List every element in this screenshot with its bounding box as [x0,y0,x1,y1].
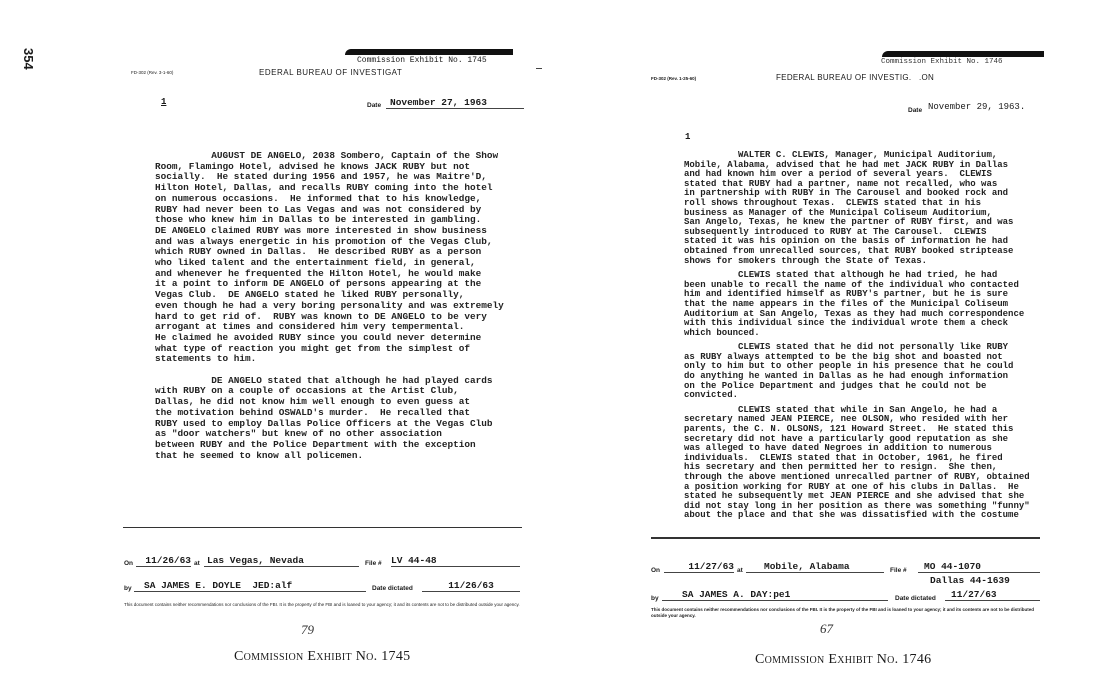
agent-name: SA JAMES A. DAY:pe1 [662,589,888,601]
dictated-label: Date dictated [372,585,413,592]
paragraph [684,343,1030,401]
page-marker: 1 [161,97,167,107]
on-date: 11/27/63 [664,561,734,573]
text-line: and whenever he frequented the Hilton Hotel, he would make [155,267,482,279]
agency-header: FEDERAL BUREAU OF INVESTIG. .ON [776,73,935,82]
on-label: On [124,560,134,567]
exhibit-caption: Commission Exhibit No. 1746 [755,652,932,667]
location: Mobile, Alabama [746,561,884,573]
text-line: the motivation behind OSWALD's murder. He recalled that [155,406,471,418]
text-line: AUGUST DE ANGELO, 2038 Sombero, Captain of the Show [155,150,499,161]
text-line: stated it was his opinion on the basis of information he had [684,236,1009,247]
text-line: him and identified himself as RUBY's partner, but he is sure [684,289,1009,300]
text-line: and was always energetic in his promotion of the Vegas Club, [155,235,493,247]
text-line: was alleged to have dated Negroes in addition to numerous [684,443,992,454]
exhibit-stamp: Commission Exhibit No. 1745 [357,56,487,65]
file-number: MO 44-1070 [918,561,1040,573]
by-label: by [124,585,132,592]
date-label: Date [367,102,382,109]
text-line: He claimed he avoided RUBY since you could never determine [155,331,482,343]
by-label: by [651,595,659,602]
text-line: between RUBY and the Police Department with the exception [155,438,476,450]
report-date: November 29, 1963. [928,102,1026,112]
text-line: it a point to inform DE ANGELO of persons appearing at the [155,278,482,290]
text-line: statements to him. [155,353,257,365]
text-line: on numerous occasions. He informed that to his knowledge, [155,192,482,204]
agency-header: EDERAL BUREAU OF INVESTIGAT [259,68,403,77]
text-line: WALTER C. CLEWIS, Manager, Municipal Auditorium, [684,150,998,160]
on-date: 11/26/63 [136,555,191,567]
page-marker: 1 [685,132,691,142]
text-line: secretary named JEAN PIERCE, nee OLSON, who resided with her [684,414,1009,425]
handwritten-number: 79 [301,622,314,637]
handwritten-number: 67 [820,621,833,636]
text-line: DE ANGELO claimed RUBY was more interested in show business [155,224,487,236]
text-line: a position working for RUBY at one of his clubs in Dallas. He [684,481,1019,492]
form-number: FD-302 (Rev. 3-1-60) [131,70,174,75]
text-line: through the above mentioned unrecalled partner of RUBY, obtained [684,472,1030,482]
text-line: hard to get rid of. RUBY was known to DE ANGELO to be very [155,310,487,322]
file-label: File # [365,560,382,567]
date-dictated: 11/27/63 [945,589,1040,601]
text-line: RUBY had never been to Las Vegas and was not considered by [155,203,482,215]
text-line: about the place and that she was dissatisfied with the costume [684,510,1019,521]
text-line: business as Manager of the Municipal Coliseum Auditorium, [684,207,992,218]
text-line: individuals. CLEWIS stated that in October, 1961, he fired [684,452,1003,463]
text-line: DE ANGELO stated that although he had played cards [155,374,493,386]
text-line: with RUBY on a couple of occasions at the Artist Club, [155,385,459,397]
text-line: CLEWIS stated that although he had tried, he had [684,270,998,281]
exhibit-stamp: Commission Exhibit No. 1746 [881,58,1003,66]
paragraph [684,151,1030,266]
text-line: which bounced. [684,327,760,338]
paragraph [155,376,504,462]
text-line: San Angelo, Texas, he knew the partner of RUBY first, and was [684,217,1014,228]
disclaimer: This document contains neither recommendations nor conclusions of the FBI. It is the property of the FBI and is loaned to your agency; it and its contents are not to be distributed outside your agency. [124,602,520,607]
text-line: stated he subsequently met JEAN PIERCE and she advised that she [684,491,1025,502]
text-line: in partnership with RUBY in The Carousel and booked rock and [684,188,1009,199]
paragraph [684,271,1030,338]
page-number: 354 [21,48,36,70]
text-line: on the Police Department and judges that he could not be [684,380,987,391]
paragraph [155,151,504,365]
form-number: FD-302 (Rev. 1-25-60) [651,76,697,81]
exhibit-caption: Commission Exhibit No. 1745 [234,649,411,664]
text-line: did not stay long in her position as there was something "funny" [684,500,1030,511]
text-line: Auditorium at San Angelo, Texas as they had much correspondence [684,308,1025,319]
text-line: that he seemed to know all policemen. [155,449,364,461]
text-line: CLEWIS stated that while in San Angelo, he had a [684,404,998,415]
file-number: LV 44-48 [391,555,520,567]
text-line: even though he had a very boring personality and was extremely [155,299,504,311]
text-line: stated that RUBY had a partner, name not recalled, who was [684,178,998,189]
dictated-label: Date dictated [895,595,936,602]
text-line: roll shows throughout Texas. CLEWIS stated that in his [684,197,982,208]
text-line: socially. He stated during 1956 and 1957, he was Maitre'D, [155,171,487,183]
date-dictated: 11/26/63 [422,580,520,592]
text-line: secretary did not have a particularly good reputation as she [684,433,1009,444]
at-label: at [737,567,743,574]
text-line: who liked talent and the entertainment field, in general, [155,257,476,269]
text-line: parents, the C. N. OLSONS, 121 Howard Street. He stated this [684,424,1014,435]
text-line: subsequently introduced to RUBY at The Carousel. CLEWIS [684,226,987,237]
text-line: Room, Flamingo Hotel, advised he knows JACK RUBY but not [155,160,471,172]
report-body [155,151,504,472]
text-line: those who knew him in Dallas to be interested in gambling. [155,214,482,226]
text-line: which RUBY owned in Dallas. He described RUBY as a person [155,246,482,258]
paragraph [684,406,1030,521]
date-label: Date [908,107,923,114]
text-line: only to him but to other people in his presence that he could [684,361,1014,372]
text-line: Vegas Club. DE ANGELO stated he liked RUBY personally, [155,289,465,301]
report-date: November 27, 1963 [386,97,524,109]
text-line: as RUBY always attempted to be the big shot and boasted not [684,351,1003,362]
text-line: with this individual since the individual wrote them a check [684,318,1009,329]
text-line: that the name appears in the files of the Municipal Coliseum [684,298,1009,309]
file-label: File # [890,567,907,574]
on-label: On [651,567,661,574]
location: Las Vegas, Nevada [204,555,359,567]
text-line: what type of reaction you might get from the simplest of [155,342,471,354]
text-line: been unable to recall the name of the individual who contacted [684,279,1019,290]
text-line: Mobile, Alabama, advised that he had met JACK RUBY in Dallas [684,159,1009,170]
text-line: obtained from unrecalled sources, that RUBY booked striptease [684,245,1014,256]
text-line: Dallas, he did not know him well enough to even guess at [155,396,471,408]
text-line: convicted. [684,390,739,401]
text-line: and had known him over a period of several years. CLEWIS [684,169,992,180]
text-line: shows for smokers through the State of Texas. [684,255,928,266]
text-line: arrogant at times and considered him very tempermental. [155,321,465,333]
disclaimer: This document contains neither recommendations nor conclusions of the FBI. It is the property of the FBI and is loaned to your agency; it and its contents are not to be distributed outside your agency. [651,607,1035,618]
text-line: his secretary and then permitted her to resign. She then, [684,462,998,473]
text-line: RUBY used to employ Dallas Police Officers at the Vegas Club [155,417,493,429]
file-number-2: Dallas 44-1639 [930,575,1010,586]
text-line: do anything he wanted in Dallas as he had enough information [684,371,1009,382]
at-label: at [194,560,200,567]
text-line: Hilton Hotel, Dallas, and recalls RUBY coming into the hotel [155,182,493,194]
report-body [684,151,1030,526]
text-line: CLEWIS stated that he did not personally like RUBY [684,342,1009,353]
agent-name: SA JAMES E. DOYLE JED:alf [134,580,366,592]
text-line: as "door watchers" but knew of no other association [155,428,442,440]
